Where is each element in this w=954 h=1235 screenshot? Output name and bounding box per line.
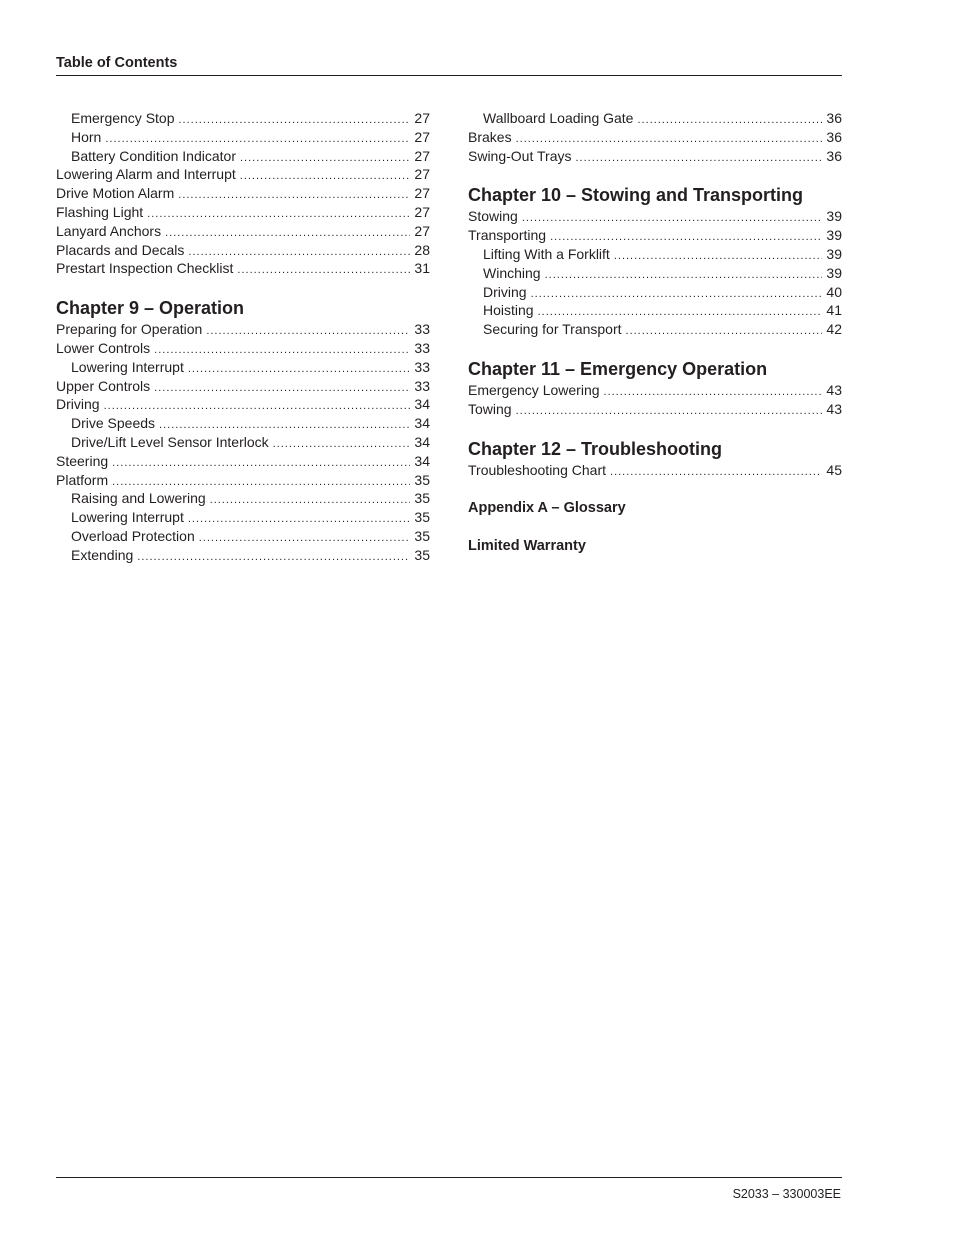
toc-entry <box>468 321 842 340</box>
toc-entry <box>468 284 842 303</box>
dot-leader <box>516 133 823 145</box>
toc-entry <box>56 166 430 185</box>
toc-entry-page: 39 <box>826 245 842 262</box>
toc-entry <box>56 242 430 261</box>
toc-entry-page: 43 <box>826 400 842 417</box>
toc-entry <box>56 260 430 279</box>
toc-entry <box>468 462 842 481</box>
chapter-10-heading: Chapter 10 – Stowing and Transporting <box>468 185 804 206</box>
toc-entry <box>56 528 430 547</box>
toc-entry <box>56 490 430 509</box>
toc-entry-label: Preparing for Operation <box>56 321 203 338</box>
dot-leader <box>550 231 822 243</box>
toc-entry-page: 36 <box>826 128 842 145</box>
footer-rule <box>56 1177 842 1178</box>
toc-entry-label: Drive/Lift Level Sensor Interlock <box>71 433 269 450</box>
toc-entry-label: Placards and Decals <box>56 241 185 258</box>
toc-entry-label: Lowering Interrupt <box>71 509 184 526</box>
dot-leader <box>604 386 823 398</box>
toc-entry-page: 27 <box>414 147 430 164</box>
toc-entry-label: Towing <box>468 400 512 417</box>
toc-entry-page: 35 <box>414 471 430 488</box>
toc-entry-page: 45 <box>826 461 842 478</box>
toc-entry-page: 34 <box>414 433 430 450</box>
chapter-12-heading: Chapter 12 – Troubleshooting <box>468 438 723 459</box>
toc-entry-label: Lanyard Anchors <box>56 222 162 239</box>
toc-entry-label: Lowering Alarm and Interrupt <box>56 166 236 183</box>
toc-group-chapter-11 <box>468 382 842 420</box>
toc-entry <box>56 223 430 242</box>
toc-entry-label: Upper Controls <box>56 377 151 394</box>
toc-left-column <box>56 110 430 566</box>
dot-leader <box>137 551 410 563</box>
toc-entry-label: Extending <box>71 546 134 563</box>
toc-entry <box>56 453 430 472</box>
toc-entry-label: Lowering Interrupt <box>71 358 184 375</box>
toc-entry-label: Battery Condition Indicator <box>71 147 236 164</box>
toc-entry-label: Overload Protection <box>71 527 195 544</box>
toc-group-right-intro <box>468 110 842 166</box>
toc-entry-page: 35 <box>414 509 430 526</box>
footer-doc-number: S2033 – 330003EE <box>732 1187 841 1201</box>
toc-entry-label: Drive Speeds <box>71 415 156 432</box>
toc-entry-page: 39 <box>826 227 842 244</box>
dot-leader <box>188 246 410 258</box>
toc-entry-page: 27 <box>414 110 430 126</box>
toc-entry <box>56 148 430 167</box>
dot-leader <box>154 344 410 356</box>
toc-entry-page: 27 <box>414 185 430 202</box>
toc-entry-page: 43 <box>826 381 842 398</box>
toc-entry-label: Securing for Transport <box>483 321 622 338</box>
toc-entry-page: 27 <box>414 222 430 239</box>
chapter-11-heading: Chapter 11 – Emergency Operation <box>468 358 768 379</box>
toc-entry <box>468 227 842 246</box>
toc-entry-label: Horn <box>71 128 102 145</box>
toc-right-column <box>468 110 842 556</box>
toc-entry-page: 27 <box>414 203 430 220</box>
toc-entry-page: 27 <box>414 128 430 145</box>
toc-entry <box>468 302 842 321</box>
toc-entry <box>56 321 430 340</box>
toc-entry-label: Lifting With a Forklift <box>483 245 610 262</box>
toc-entry <box>56 547 430 566</box>
toc-entry <box>468 208 842 227</box>
dot-leader <box>240 152 410 164</box>
toc-entry-page: 34 <box>414 452 430 469</box>
dot-leader <box>637 114 822 126</box>
dot-leader <box>575 152 822 164</box>
toc-entry <box>56 185 430 204</box>
toc-group-chapter-10 <box>468 208 842 340</box>
toc-entry-page: 34 <box>414 396 430 413</box>
dot-leader <box>159 419 410 431</box>
dot-leader <box>273 438 411 450</box>
toc-entry <box>56 378 430 397</box>
dot-leader <box>188 513 411 525</box>
toc-entry-page: 41 <box>826 302 842 319</box>
toc-entry-page: 33 <box>414 377 430 394</box>
toc-entry-label: Raising and Lowering <box>71 490 206 507</box>
dot-leader <box>179 114 411 126</box>
limited-warranty-heading: Limited Warranty <box>468 538 586 555</box>
toc-entry <box>468 148 842 167</box>
header-rule <box>56 75 842 76</box>
toc-entry <box>56 359 430 378</box>
toc-group-left-intro <box>56 110 430 279</box>
toc-entry-label: Driving <box>56 396 100 413</box>
toc-entry-label: Lower Controls <box>56 339 151 356</box>
toc-entry-page: 42 <box>826 321 842 338</box>
toc-entry <box>56 110 430 129</box>
toc-entry <box>468 110 842 129</box>
toc-entry-label: Drive Motion Alarm <box>56 185 175 202</box>
toc-entry-page: 33 <box>414 339 430 356</box>
toc-group-chapter-9 <box>56 321 430 565</box>
page-header-title: Table of Contents <box>56 55 178 71</box>
dot-leader <box>105 133 410 145</box>
dot-leader <box>237 264 410 276</box>
toc-entry <box>56 204 430 223</box>
dot-leader <box>154 382 410 394</box>
dot-leader <box>610 466 822 478</box>
dot-leader <box>112 457 410 469</box>
toc-entry-label: Flashing Light <box>56 203 144 220</box>
dot-leader <box>188 363 411 375</box>
dot-leader <box>147 208 410 220</box>
toc-entry-label: Driving <box>483 283 527 300</box>
toc-entry-label: Wallboard Loading Gate <box>483 110 634 126</box>
chapter-9-heading: Chapter 9 – Operation <box>56 298 245 319</box>
toc-entry <box>56 509 430 528</box>
toc-entry <box>56 415 430 434</box>
toc-entry-page: 39 <box>826 264 842 281</box>
toc-entry-label: Winching <box>483 264 541 281</box>
dot-leader <box>178 189 410 201</box>
toc-entry-page: 36 <box>826 110 842 126</box>
toc-entry-label: Emergency Lowering <box>468 381 600 398</box>
dot-leader <box>522 212 823 224</box>
toc-entry <box>468 265 842 284</box>
dot-leader <box>210 494 411 506</box>
dot-leader <box>531 288 823 300</box>
toc-entry-page: 34 <box>414 415 430 432</box>
toc-entry <box>468 129 842 148</box>
toc-entry-label: Emergency Stop <box>71 110 175 126</box>
toc-entry-label: Hoisting <box>483 302 534 319</box>
dot-leader <box>545 269 823 281</box>
toc-entry <box>56 396 430 415</box>
toc-entry-page: 36 <box>826 147 842 164</box>
toc-entry-label: Troubleshooting Chart <box>468 461 607 478</box>
dot-leader <box>538 306 823 318</box>
toc-entry-label: Platform <box>56 471 109 488</box>
toc-entry-page: 28 <box>414 241 430 258</box>
toc-entry-page: 27 <box>414 166 430 183</box>
toc-entry-page: 33 <box>414 358 430 375</box>
toc-entry <box>56 129 430 148</box>
toc-entry <box>468 382 842 401</box>
dot-leader <box>165 227 410 239</box>
toc-entry-page: 31 <box>414 260 430 277</box>
dot-leader <box>240 170 411 182</box>
dot-leader <box>614 250 823 262</box>
toc-entry-page: 35 <box>414 490 430 507</box>
toc-entry-page: 39 <box>826 208 842 225</box>
dot-leader <box>199 532 411 544</box>
appendix-a-heading: Appendix A – Glossary <box>468 500 626 517</box>
dot-leader <box>206 325 410 337</box>
toc-entry-page: 40 <box>826 283 842 300</box>
toc-entry-label: Brakes <box>468 128 512 145</box>
dot-leader <box>104 400 411 412</box>
toc-entry-label: Swing-Out Trays <box>468 147 572 164</box>
toc-entry <box>56 434 430 453</box>
dot-leader <box>112 476 410 488</box>
toc-group-chapter-12 <box>468 462 842 481</box>
toc-entry <box>56 340 430 359</box>
toc-entry-page: 33 <box>414 321 430 338</box>
dot-leader <box>516 405 823 417</box>
toc-entry-page: 35 <box>414 546 430 563</box>
toc-entry <box>468 401 842 420</box>
toc-entry <box>56 472 430 491</box>
toc-entry <box>468 246 842 265</box>
toc-entry-label: Prestart Inspection Checklist <box>56 260 234 277</box>
toc-entry-label: Steering <box>56 452 109 469</box>
dot-leader <box>626 325 823 337</box>
toc-entry-label: Transporting <box>468 227 547 244</box>
toc-entry-page: 35 <box>414 527 430 544</box>
toc-entry-label: Stowing <box>468 208 518 225</box>
